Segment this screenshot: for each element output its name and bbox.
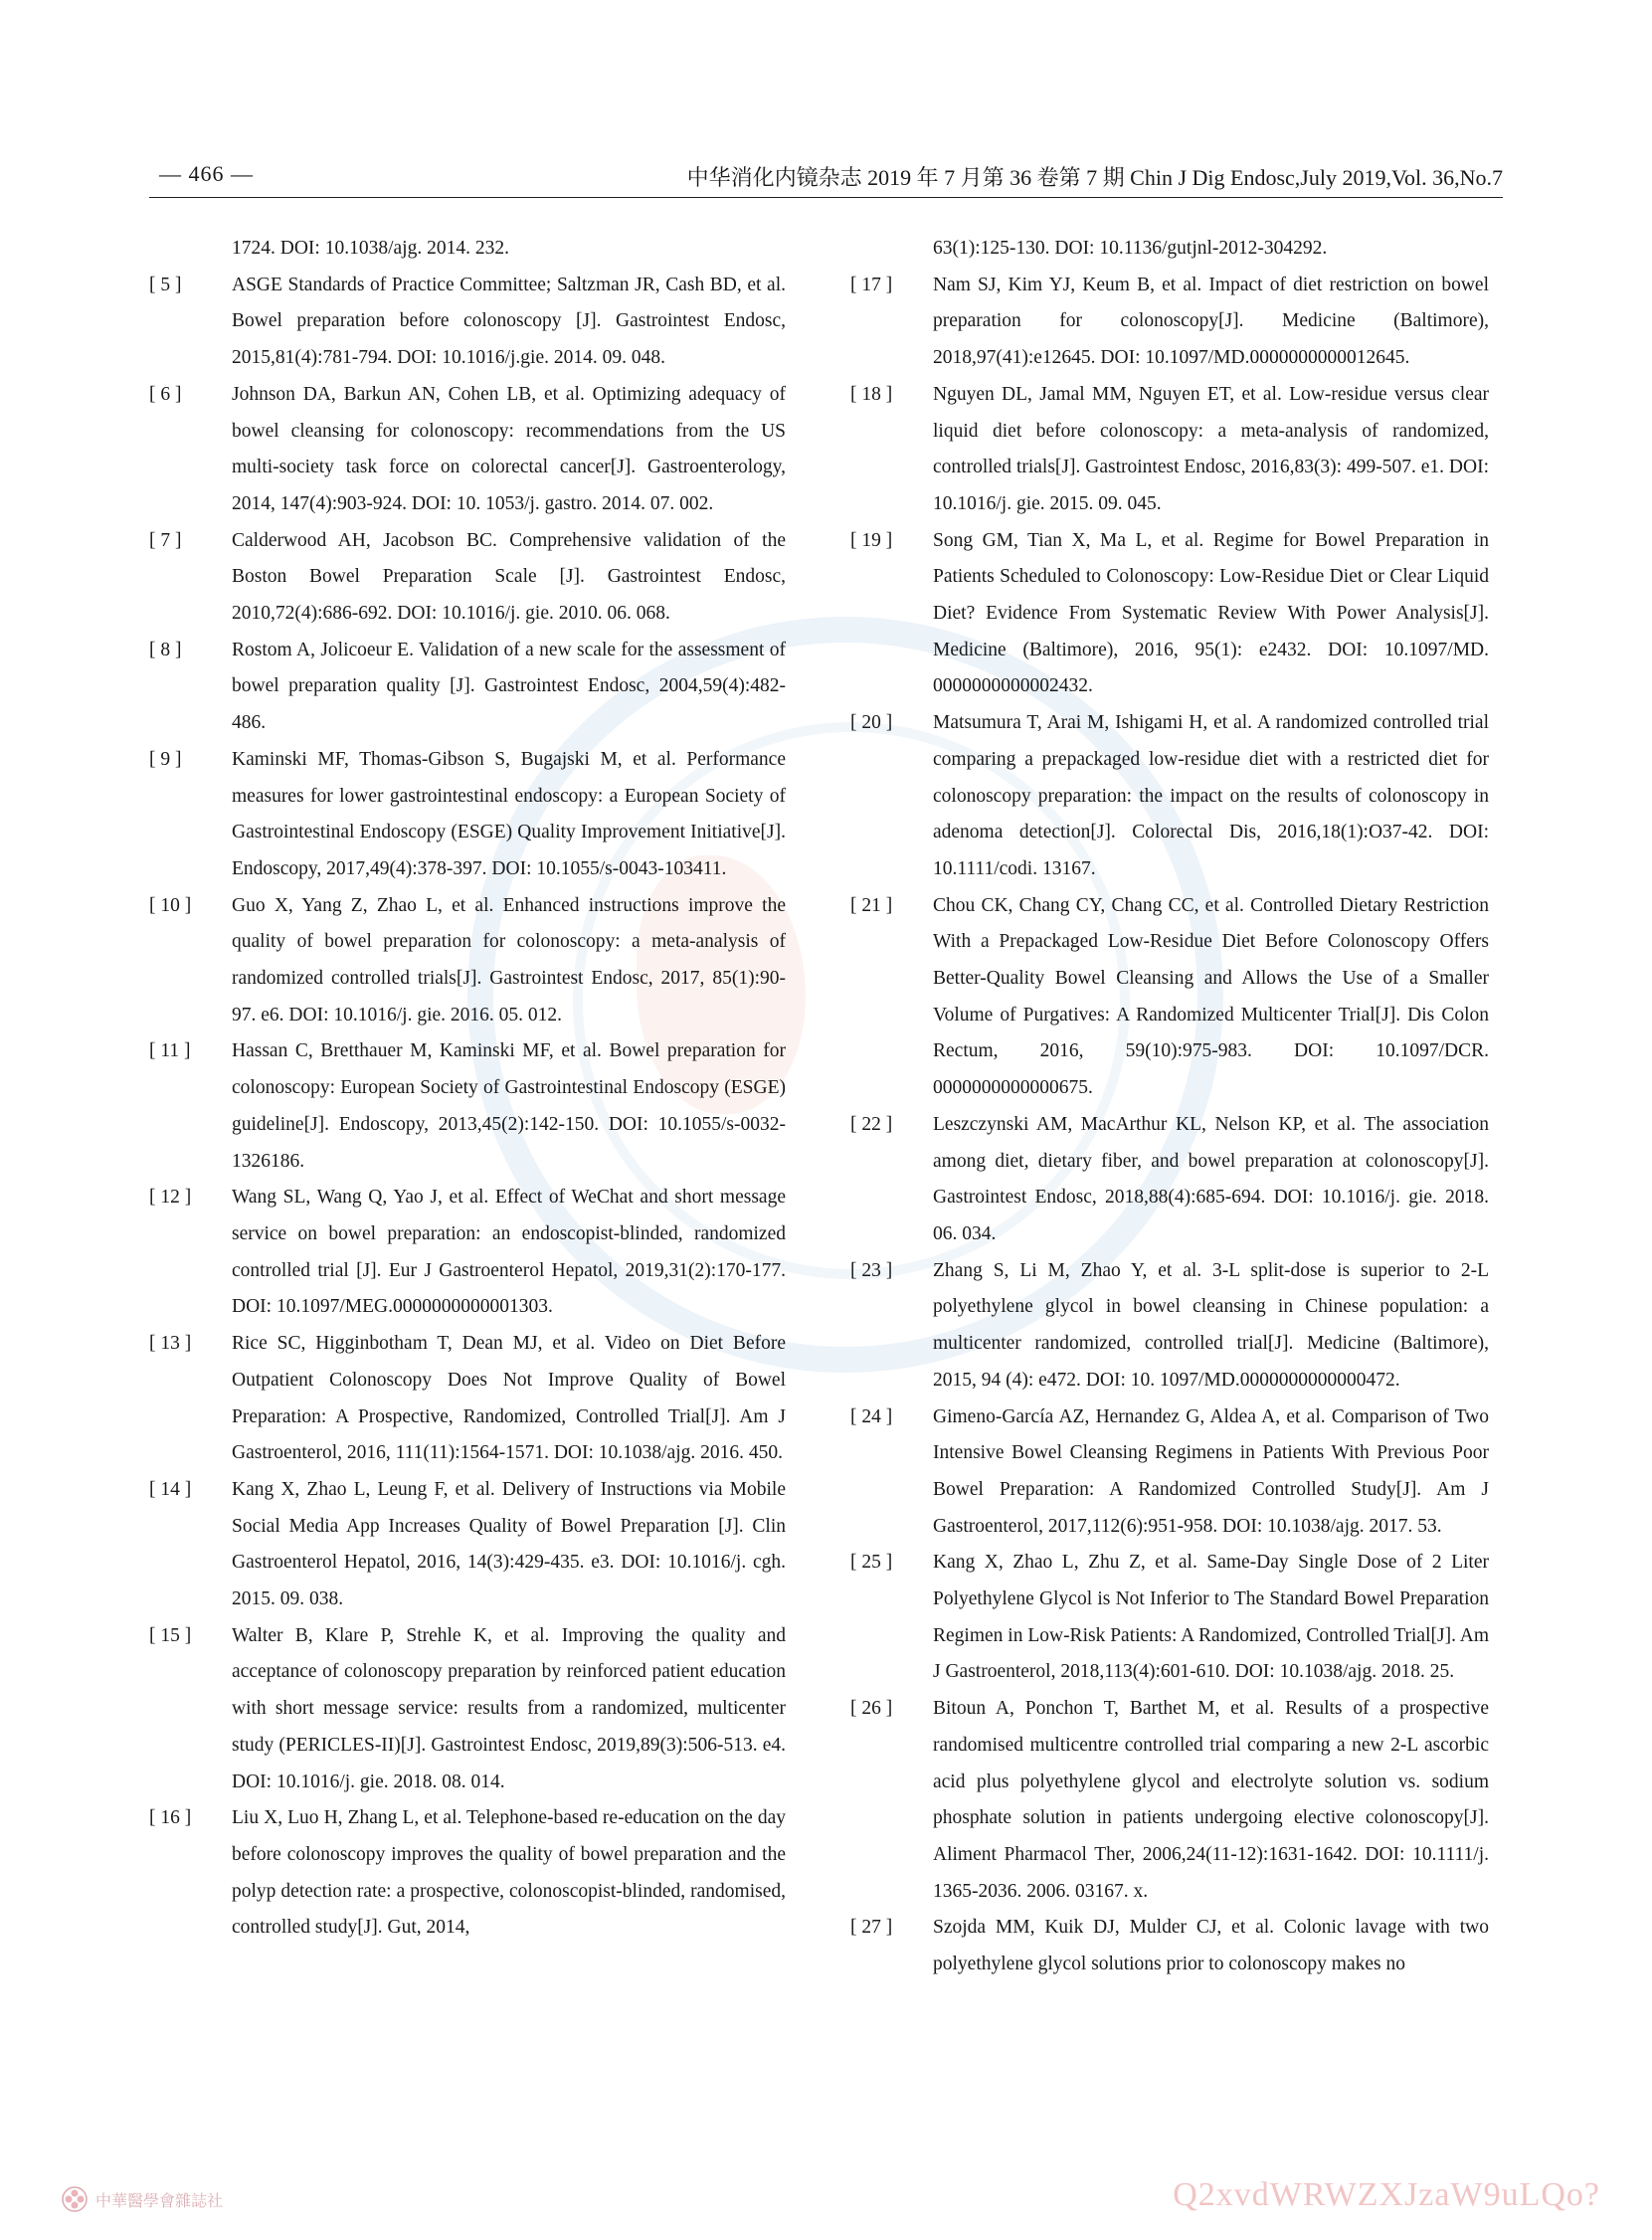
reference-item [149,633,786,742]
reference-text: Johnson DA, Barkun AN, Cohen LB, et al. Optimizing adequacy of bowel cleansing for colonoscopy: recommendations from the US multi-society task force on colorectal cancer[J]. Gastroenterology, 2014, 147(4):903-924. DOI: 10. 1053/j. gastro. 2014. 07. 002. [232,383,786,514]
reference-list [850,268,1489,1983]
reference-text: Bitoun A, Ponchon T, Barthet M, et al. Results of a prospective randomised multicentre controlled trial comparing a new 2-L ascorbic acid plus polyethylene glycol and electrolyte solution vs. sodium phosphate solution in patients undergoing elective colonoscopy[J]. Aliment Pharmacol Ther, 2006,24(11-12):1631-1642. DOI: 10.1111/j. 1365-2036. 2006. 03167. x. [933,1698,1489,1902]
document-code: Q2xvdWRWZXJzaW9uLQo? [1173,2176,1600,2213]
publisher-name: 中華醫學會雜誌社 [95,2192,224,2210]
reference-number: [ 9 ] [149,748,182,770]
reference-text: Guo X, Yang Z, Zhao L, et al. Enhanced instructions improve the quality of bowel preparation for colonoscopy: a meta-analysis of randomized controlled trials[J]. Gastrointest Endosc, 2017, 85(1):90-97. e6. DOI: 10.1016/j. gie. 2016. 05. 012. [232,894,786,1026]
left-column [149,231,786,1947]
reference-number: [ 13 ] [149,1333,192,1355]
reference-number: [ 21 ] [850,894,893,916]
reference-text: Rostom A, Jolicoeur E. Validation of a new scale for the assessment of bowel preparation quality [J]. Gastrointest Endosc, 2004,59(4):482-486. [232,639,786,734]
flower-icon [62,2186,88,2212]
reference-item [850,268,1489,377]
reference-number: [ 20 ] [850,712,893,734]
reference-item [149,742,786,888]
reference-item [149,1180,786,1326]
reference-text: Calderwood AH, Jacobson BC. Comprehensive validation of the Boston Bowel Preparation Scale [J]. Gastrointest Endosc, 2010,72(4):686-692. DOI: 10.1016/j. gie. 2010. 06. 068. [232,529,786,625]
reference-text: Szojda MM, Kuik DJ, Mulder CJ, et al. Colonic lavage with two polyethylene glycol solutions prior to colonoscopy makes no [933,1917,1489,1975]
reference-text: Kang X, Zhao L, Zhu Z, et al. Same-Day Single Dose of 2 Liter Polyethylene Glycol is Not Inferior to The Standard Bowel Preparation Regimen in Low-Risk Patients: A Randomized, Controlled Trial[J]. Am J Gastroenterol, 2018,113(4):601-610. DOI: 10.1038/ajg. 2018. 25. [933,1552,1489,1683]
reference-item [149,1326,786,1472]
reference-item [850,1400,1489,1546]
reference-number: [ 27 ] [850,1917,893,1939]
reference-number: [ 17 ] [850,274,893,295]
reference-text: Rice SC, Higginbotham T, Dean MJ, et al. Video on Diet Before Outpatient Colonoscopy Does Not Improve Quality of Bowel Preparation: A Prospective, Randomized, Controlled Trial[J]. Am J Gastroenterol, 2016, 111(11):1564-1571. DOI: 10.1038/ajg. 2016. 450. [232,1333,786,1464]
reference-number: [ 19 ] [850,529,893,551]
reference-number: [ 6 ] [149,383,182,405]
reference-item [149,1033,786,1180]
reference-item [149,888,786,1034]
reference-number: [ 26 ] [850,1698,893,1720]
reference-number: [ 14 ] [149,1478,192,1500]
page-number: — 466 — [159,161,254,186]
reference-text: Gimeno-García AZ, Hernandez G, Aldea A, et al. Comparison of Two Intensive Bowel Cleansing Regimens in Patients With Previous Poor Bowel Preparation: A Randomized Controlled Study[J]. Am J Gastroenterol, 2017,112(6):951-958. DOI: 10.1038/ajg. 2017. 53. [933,1405,1489,1537]
reference-text: Nam SJ, Kim YJ, Keum B, et al. Impact of diet restriction on bowel preparation for colonoscopy[J]. Medicine (Baltimore), 2018,97(41):e12645. DOI: 10.1097/MD.0000000000012645. [933,274,1489,369]
reference-text: Matsumura T, Arai M, Ishigami H, et al. A randomized controlled trial comparing a prepackaged low-residue diet with a restricted diet for colonoscopy preparation: the impact on the results of colonoscopy in adenoma detection[J]. Colorectal Dis, 2016,18(1):O37-42. DOI: 10.1111/codi. 13167. [933,712,1489,879]
journal-title: 中华消化内镜杂志 2019 年 7 月第 36 卷第 7 期 Chin J Dig Endosc,July 2019,Vol. 36,No.7 [686,165,1503,190]
reference-number: [ 24 ] [850,1405,893,1427]
reference-item [149,1618,786,1801]
reference-item [149,377,786,523]
reference-text: Liu X, Luo H, Zhang L, et al. Telephone-based re-education on the day before colonoscopy improves the quality of bowel preparation and the polyp detection rate: a prospective, colonoscopist-blinded, randomised, controlled study[J]. Gut, 2014, [232,1807,786,1939]
reference-text: Song GM, Tian X, Ma L, et al. Regime for Bowel Preparation in Patients Scheduled to Colonoscopy: Low-Residue Diet or Clear Liquid Diet? Evidence From Systematic Review With Power Analysis[J]. Medicine (Baltimore), 2016, 95(1): e2432. DOI: 10.1097/MD. 0000000000002432. [933,529,1489,697]
continuation-text: 1724. DOI: 10.1038/ajg. 2014. 232. [232,238,509,259]
right-column [850,231,1489,1983]
reference-text: Hassan C, Bretthauer M, Kaminski MF, et al. Bowel preparation for colonoscopy: European Society of Gastrointestinal Endoscopy (ESGE) guideline[J]. Endoscopy, 2013,45(2):142-150. DOI: 10.1055/s-0032-1326186. [232,1040,786,1172]
reference-item [850,1107,1489,1253]
reference-number: [ 18 ] [850,383,893,405]
reference-item [850,1253,1489,1400]
publisher-logo [62,2184,223,2214]
page-header [149,161,1503,197]
reference-text: Chou CK, Chang CY, Chang CC, et al. Controlled Dietary Restriction With a Prepackaged Low-Residue Diet Before Colonoscopy Offers Better-Quality Bowel Cleansing and Allows the Use of a Smaller Volume of Purgatives: A Randomized Multicenter Trial[J]. Dis Colon Rectum, 2016, 59(10):975-983. DOI: 10.1097/DCR. 0000000000000675. [933,894,1489,1099]
continuation-text: 63(1):125-130. DOI: 10.1136/gutjnl-2012-304292. [933,238,1328,259]
reference-item [850,377,1489,523]
reference-number: [ 5 ] [149,274,182,295]
reference-number: [ 12 ] [149,1187,192,1209]
reference-text: ASGE Standards of Practice Committee; Saltzman JR, Cash BD, et al. Bowel preparation before colonoscopy [J]. Gastrointest Endosc, 2015,81(4):781-794. DOI: 10.1016/j.gie. 2014. 09. 048. [232,274,786,369]
reference-number: [ 16 ] [149,1807,192,1829]
reference-item [149,1472,786,1618]
reference-number: [ 22 ] [850,1113,893,1135]
reference-list [149,268,786,1947]
header-rule [149,197,1503,198]
reference-item [149,523,786,633]
reference-item [149,268,786,377]
reference-number: [ 8 ] [149,639,182,660]
reference-text: Kaminski MF, Thomas-Gibson S, Bugajski M, et al. Performance measures for lower gastrointestinal endoscopy: a European Society of Gastrointestinal Endoscopy (ESGE) Quality Improvement Initiative[J]. Endoscopy, 2017,49(4):378-397. DOI: 10.1055/s-0043-103411. [232,748,786,879]
reference-number: [ 11 ] [149,1040,191,1062]
reference-text: Wang SL, Wang Q, Yao J, et al. Effect of WeChat and short message service on bowel preparation: an endoscopist-blinded, randomized controlled trial [J]. Eur J Gastroenterol Hepatol, 2019,31(2):170-177. DOI: 10.1097/MEG.0000000000001303. [232,1187,786,1318]
reference-text: Nguyen DL, Jamal MM, Nguyen ET, et al. Low-residue versus clear liquid diet before colonoscopy: a meta-analysis of randomized, controlled trials[J]. Gastrointest Endosc, 2016,83(3): 499-507. e1. DOI: 10.1016/j. gie. 2015. 09. 045. [933,383,1489,514]
reference-number: [ 7 ] [149,529,182,551]
reference-text: Kang X, Zhao L, Leung F, et al. Delivery of Instructions via Mobile Social Media App Increases Quality of Bowel Preparation [J]. Clin Gastroenterol Hepatol, 2016, 14(3):429-435. e3. DOI: 10.1016/j. cgh. 2015. 09. 038. [232,1478,786,1610]
reference-item [850,523,1489,706]
reference-item [850,705,1489,888]
reference-text: Walter B, Klare P, Strehle K, et al. Improving the quality and acceptance of colonoscopy preparation by reinforced patient education with short message service: results from a randomized, multicenter study (PERICLES-II)[J]. Gastrointest Endosc, 2019,89(3):506-513. e4. DOI: 10.1016/j. gie. 2018. 08. 014. [232,1624,786,1792]
reference-number: [ 23 ] [850,1259,893,1281]
reference-item [850,888,1489,1107]
reference-number: [ 25 ] [850,1552,893,1574]
reference-item [149,1800,786,1947]
reference-text: Zhang S, Li M, Zhao Y, et al. 3-L split-dose is superior to 2-L polyethylene glycol in bowel cleansing in Chinese population: a multicenter randomized, controlled trial[J]. Medicine (Baltimore), 2015, 94 (4): e472. DOI: 10. 1097/MD.0000000000000472. [933,1259,1489,1391]
reference-number: [ 15 ] [149,1624,192,1646]
reference-item [850,1691,1489,1910]
reference-text: Leszczynski AM, MacArthur KL, Nelson KP, et al. The association among diet, dietary fiber, and bowel preparation at colonoscopy[J]. Gastrointest Endosc, 2018,88(4):685-694. DOI: 10.1016/j. gie. 2018. 06. 034. [933,1113,1489,1244]
reference-item [850,1545,1489,1691]
reference-number: [ 10 ] [149,894,192,916]
reference-item [850,1910,1489,1982]
